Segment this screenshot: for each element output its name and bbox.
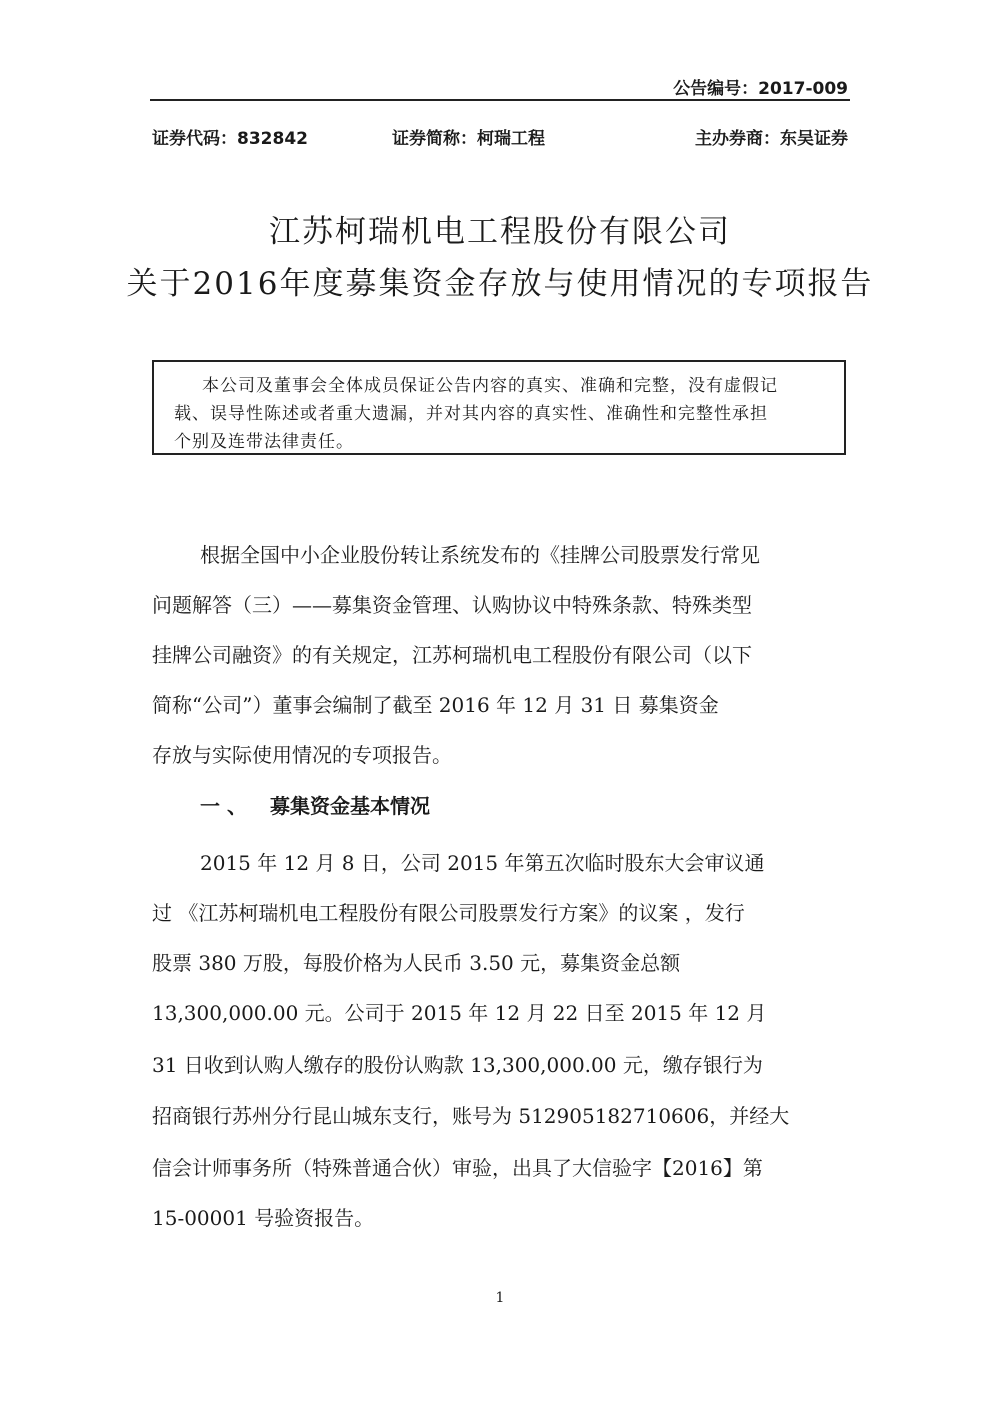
section-body-line: 2015 年 12 月 8 日，公司 2015 年第五次临时股东大会审议通: [200, 851, 765, 875]
page-number: 1: [495, 1290, 505, 1306]
intro-line: 简称“公司”）董事会编制了截至 2016 年 12 月 31 日 募集资金: [152, 693, 719, 717]
document-title-line1: 江苏柯瑞机电工程股份有限公司: [269, 214, 731, 250]
section-heading: [200, 790, 430, 819]
securities-abbr: 证券简称：柯瑞工程: [392, 129, 545, 149]
section-body-line: 过 《江苏柯瑞机电工程股份有限公司股票发行方案》的议案 ，发行: [152, 901, 745, 925]
declaration-line: 本公司及董事会全体成员保证公告内容的真实、准确和完整，没有虚假记: [202, 376, 778, 396]
section-body-line: 信会计师事务所（特殊普通合伙）审验，出具了大信验字【2016】第: [152, 1156, 763, 1180]
declaration-line: 载、误导性陈述或者重大遗漏，并对其内容的真实性、准确性和完整性承担: [174, 404, 768, 424]
sponsor-broker: 主办券商：东吴证券: [695, 129, 848, 149]
declaration-line: 个别及连带法律责任。: [174, 432, 354, 452]
section-body-line: 股票 380 万股，每股价格为人民币 3.50 元，募集资金总额: [152, 951, 681, 975]
intro-line: 存放与实际使用情况的专项报告。: [152, 743, 452, 767]
securities-code: 证券代码：832842: [152, 129, 308, 149]
section-body-line: 15-00001 号验资报告。: [152, 1206, 375, 1230]
header-rule: [150, 99, 850, 101]
intro-line: 根据全国中小企业股份转让系统发布的《挂牌公司股票发行常见: [200, 543, 760, 567]
section-body-line: 13,300,000.00 元。公司于 2015 年 12 月 22 日至 2015 年 12 月: [152, 1001, 767, 1025]
section-title: 募集资金基本情况: [270, 794, 430, 818]
intro-line: 问题解答（三）——募集资金管理、认购协议中特殊条款、特殊类型: [152, 593, 752, 617]
document-title-line2: 关于2016年度募集资金存放与使用情况的专项报告: [126, 266, 874, 302]
declaration-box: [152, 360, 846, 455]
intro-line: 挂牌公司融资》的有关规定，江苏柯瑞机电工程股份有限公司（以下: [152, 643, 752, 667]
section-number: 一 、: [200, 794, 247, 818]
notice-number: 公告编号：2017-009: [673, 79, 848, 99]
section-body-line: 招商银行苏州分行昆山城东支行，账号为 512905182710606，并经大: [152, 1104, 790, 1128]
section-body-line: 31 日收到认购人缴存的股份认购款 13,300,000.00 元，缴存银行为: [152, 1053, 763, 1077]
